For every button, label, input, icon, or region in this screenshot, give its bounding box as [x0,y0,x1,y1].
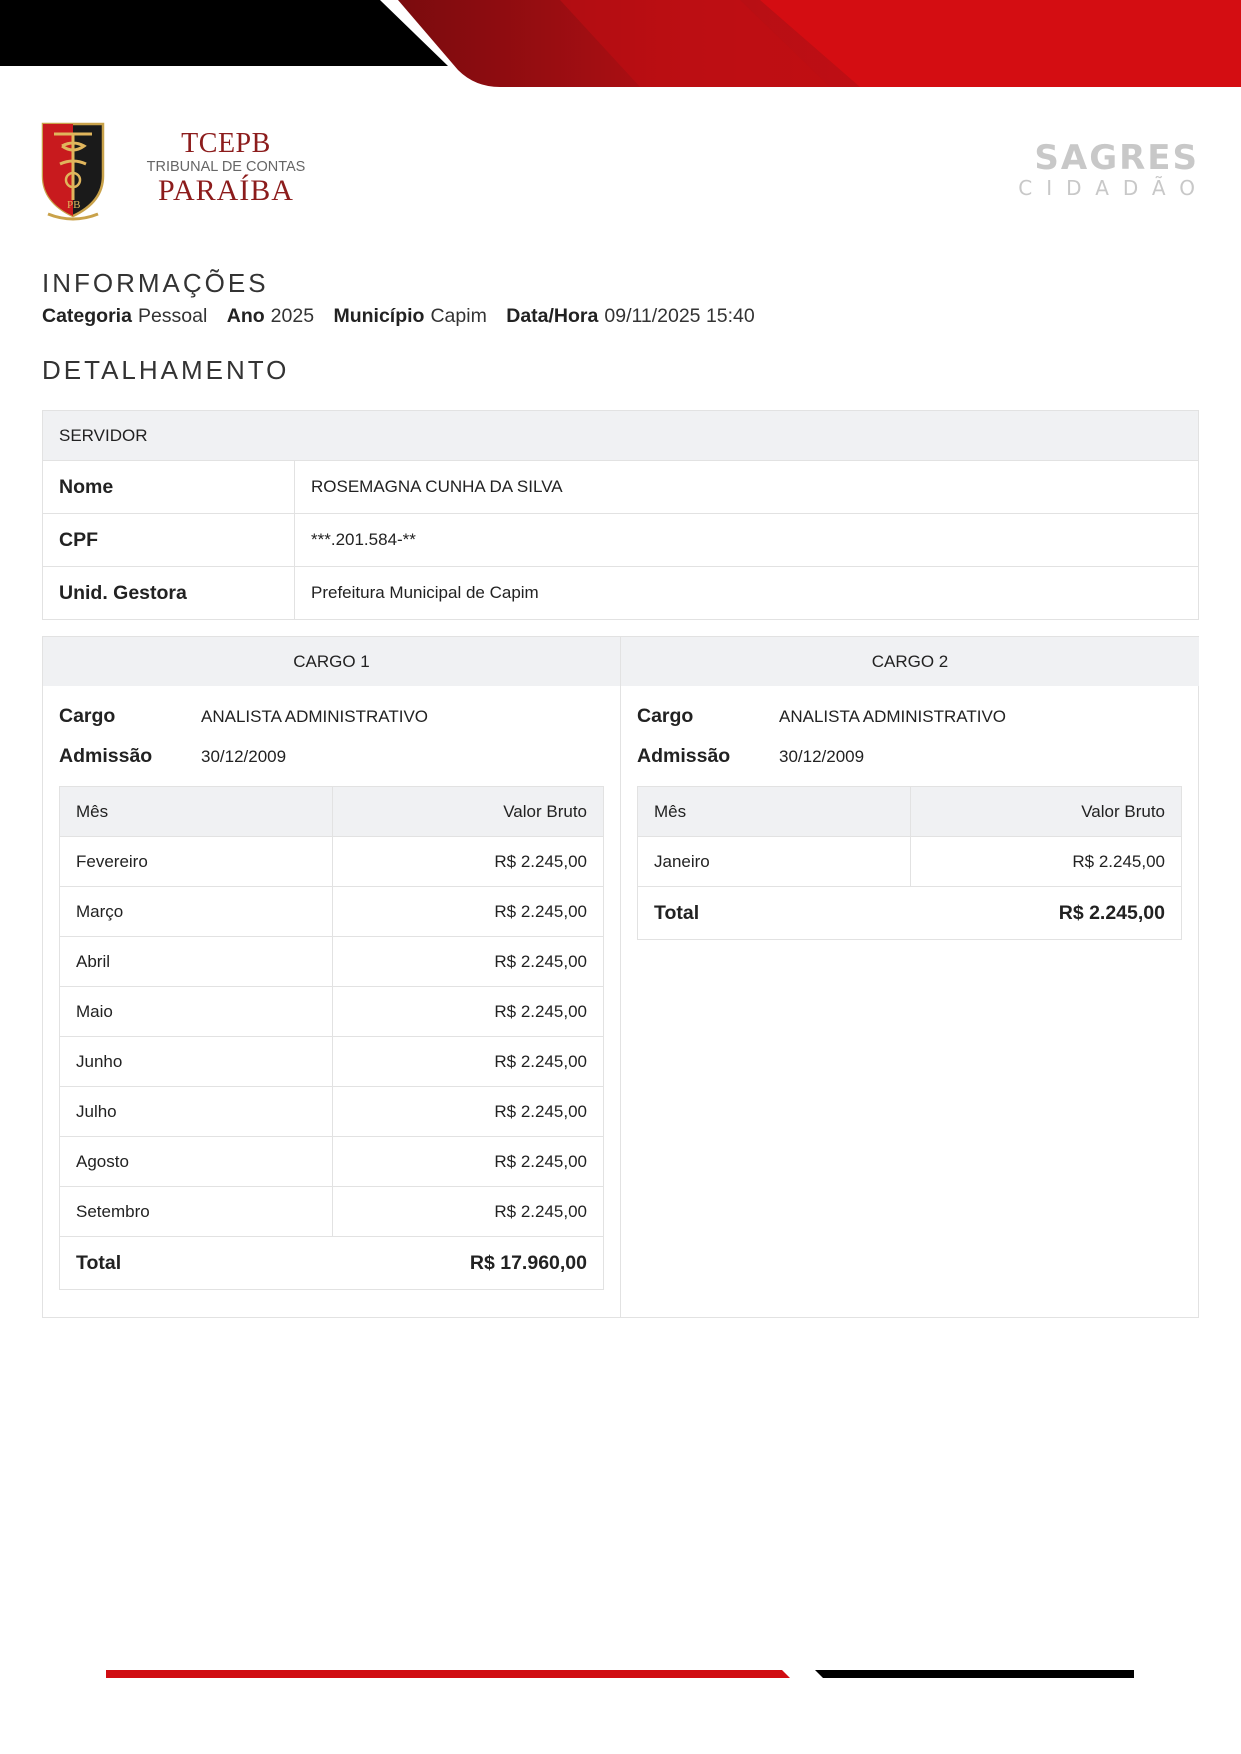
detalhamento-section-title: DETALHAMENTO [42,355,290,385]
table-row [638,837,1182,887]
table-row [60,1187,604,1237]
table-row [60,887,604,937]
cargo-1-admissao [59,745,286,768]
col-valor-header: Valor Bruto [911,787,1182,837]
cargo-label: Cargo [637,705,694,727]
mes-cell: Fevereiro [60,837,333,887]
servidor-row-unid [43,567,1199,620]
tcepb-logo [40,120,310,225]
org-abbrev: TCEPB [181,128,271,159]
datahora-label: Data/Hora [506,305,599,327]
categoria-value: Pessoal [137,305,208,327]
crest-label: PB [67,199,81,211]
org-name: TRIBUNAL DE CONTAS [146,159,306,175]
admissao-label: Admissão [637,745,731,767]
col-valor-header: Valor Bruto [333,787,604,837]
admissao-value: 30/12/2009 [779,747,865,766]
col-mes-header: Mês [60,787,333,837]
datahora-value: 09/11/2025 15:40 [604,305,755,327]
unid-gestora-value: Prefeitura Municipal de Capim [295,567,1199,620]
cargo-value: ANALISTA ADMINISTRATIVO [201,707,429,726]
admissao-value: 30/12/2009 [201,747,287,766]
table-row [60,1037,604,1087]
total-label: Total [638,887,911,940]
total-label: Total [60,1237,333,1290]
cargo-1-column [43,637,621,1317]
table-row [60,1137,604,1187]
servidor-row-nome [43,461,1199,514]
cpf-label: CPF [43,514,295,567]
info-section-title: INFORMAÇÕES [42,268,269,298]
servidor-header: SERVIDOR [43,411,1199,461]
col-mes-header: Mês [638,787,911,837]
cargo-2-cargo [637,705,1006,728]
cargo-2-header: CARGO 2 [621,637,1199,686]
municipio-value: Capim [430,305,487,327]
org-state: PARAÍBA [158,174,294,207]
header-decorative-band [0,0,1241,90]
cargo-2-admissao [637,745,864,768]
mes-cell: Março [60,887,333,937]
table-row [60,987,604,1037]
ano-label: Ano [226,305,265,327]
cargo-label: Cargo [59,705,116,727]
cargo-2-months-table [637,786,1182,940]
org-brand [136,130,316,206]
coat-of-arms-icon [40,120,106,222]
valor-cell: R$ 2.245,00 [333,1137,604,1187]
total-value: R$ 2.245,00 [911,887,1182,940]
cargo-2-column [621,637,1199,1317]
admissao-label: Admissão [59,745,153,767]
total-value: R$ 17.960,00 [333,1237,604,1290]
info-line [42,305,769,328]
nome-label: Nome [43,461,295,514]
categoria-label: Categoria [42,305,132,327]
valor-cell: R$ 2.245,00 [333,1087,604,1137]
mes-cell: Janeiro [638,837,911,887]
servidor-row-cpf [43,514,1199,567]
valor-cell: R$ 2.245,00 [333,837,604,887]
mes-cell: Setembro [60,1187,333,1237]
mes-cell: Maio [60,987,333,1037]
cpf-value: ***.201.584-** [295,514,1199,567]
cargos-panel [42,636,1199,1318]
mes-cell: Julho [60,1087,333,1137]
sagres-logo [1018,138,1209,200]
table-row [60,937,604,987]
servidor-table [42,410,1199,620]
mes-cell: Junho [60,1037,333,1087]
valor-cell: R$ 2.245,00 [333,887,604,937]
municipio-label: Município [333,305,425,327]
cargo-1-months-table [59,786,604,1290]
valor-cell: R$ 2.245,00 [333,1187,604,1237]
total-row [638,887,1182,940]
cargo-value: ANALISTA ADMINISTRATIVO [779,707,1007,726]
table-row [60,837,604,887]
mes-cell: Agosto [60,1137,333,1187]
unid-gestora-label: Unid. Gestora [43,567,295,620]
ano-value: 2025 [270,305,315,327]
valor-cell: R$ 2.245,00 [333,987,604,1037]
valor-cell: R$ 2.245,00 [333,1037,604,1087]
cargo-1-header: CARGO 1 [43,637,620,686]
mes-cell: Abril [60,937,333,987]
sagres-title: SAGRES [1034,138,1199,178]
valor-cell: R$ 2.245,00 [911,837,1182,887]
footer-decorative-band [0,1660,1241,1684]
valor-cell: R$ 2.245,00 [333,937,604,987]
sagres-subtitle: CIDADÃO [1018,176,1209,200]
cargo-1-cargo [59,705,428,728]
total-row [60,1237,604,1290]
nome-value: ROSEMAGNA CUNHA DA SILVA [295,461,1199,514]
table-row [60,1087,604,1137]
